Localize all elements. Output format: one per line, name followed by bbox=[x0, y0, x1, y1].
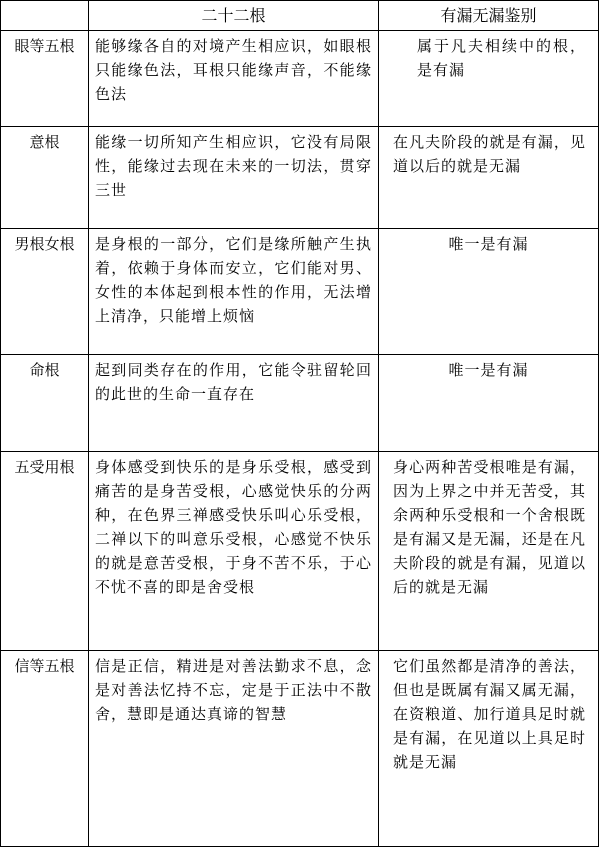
header-description: 二十二根 bbox=[89, 1, 379, 31]
row-description: 信是正信，精进是对善法勤求不息，念是对善法忆持不忘，定是于正法中不散舍，慧即是通达真谛的智慧 bbox=[89, 651, 379, 847]
row-name: 命根 bbox=[1, 355, 89, 452]
row-evaluation: 身心两种苦受根唯是有漏，因为上界之中并无苦受，其余两种乐受根和一个舍根既是有漏又是无漏，还是在凡夫阶段的就是有漏，见道以后的就是无漏 bbox=[379, 452, 599, 651]
row-evaluation: 唯一是有漏 bbox=[379, 229, 599, 355]
table-row bbox=[1, 229, 599, 355]
row-description: 是身根的一部分，它们是缘所触产生执着，依赖于身体而安立，它们能对男、女性的本体起到根本性的作用，无法增上清净，只能增上烦恼 bbox=[89, 229, 379, 355]
table-row bbox=[1, 355, 599, 452]
row-description: 起到同类存在的作用，它能令驻留轮回的此世的生命一直存在 bbox=[89, 355, 379, 452]
row-description: 能够缘各自的对境产生相应识，如眼根只能缘色法，耳根只能缘声音，不能缘色法 bbox=[89, 31, 379, 127]
row-description: 能缘一切所知产生相应识，它没有局限性，能缘过去现在未来的一切法，贯穿三世 bbox=[89, 127, 379, 229]
table-row bbox=[1, 127, 599, 229]
row-evaluation: 属于凡夫相续中的根，是有漏 bbox=[379, 31, 599, 127]
row-evaluation: 它们虽然都是清净的善法，但也是既属有漏又属无漏，在资粮道、加行道具足时就是有漏，在见道以上具足时就是无漏 bbox=[379, 651, 599, 847]
table-row bbox=[1, 452, 599, 651]
table-row bbox=[1, 651, 599, 847]
row-description: 身体感受到快乐的是身乐受根，感受到痛苦的是身苦受根，心感觉快乐的分两种，在色界三禅感受快乐叫心乐受根，二禅以下的叫意乐受根，心感觉不快乐的就是意苦受根，于身不苦不乐，于心不忧不喜的即是舍受根 bbox=[89, 452, 379, 651]
row-evaluation: 在凡夫阶段的就是有漏，见道以后的就是无漏 bbox=[379, 127, 599, 229]
header-category bbox=[1, 1, 89, 31]
row-name: 意根 bbox=[1, 127, 89, 229]
row-evaluation: 唯一是有漏 bbox=[379, 355, 599, 452]
table-row bbox=[1, 31, 599, 127]
header-evaluation: 有漏无漏鉴别 bbox=[379, 1, 599, 31]
row-name: 男根女根 bbox=[1, 229, 89, 355]
header-row bbox=[1, 1, 599, 31]
row-name: 五受用根 bbox=[1, 452, 89, 651]
row-name: 眼等五根 bbox=[1, 31, 89, 127]
row-name: 信等五根 bbox=[1, 651, 89, 847]
